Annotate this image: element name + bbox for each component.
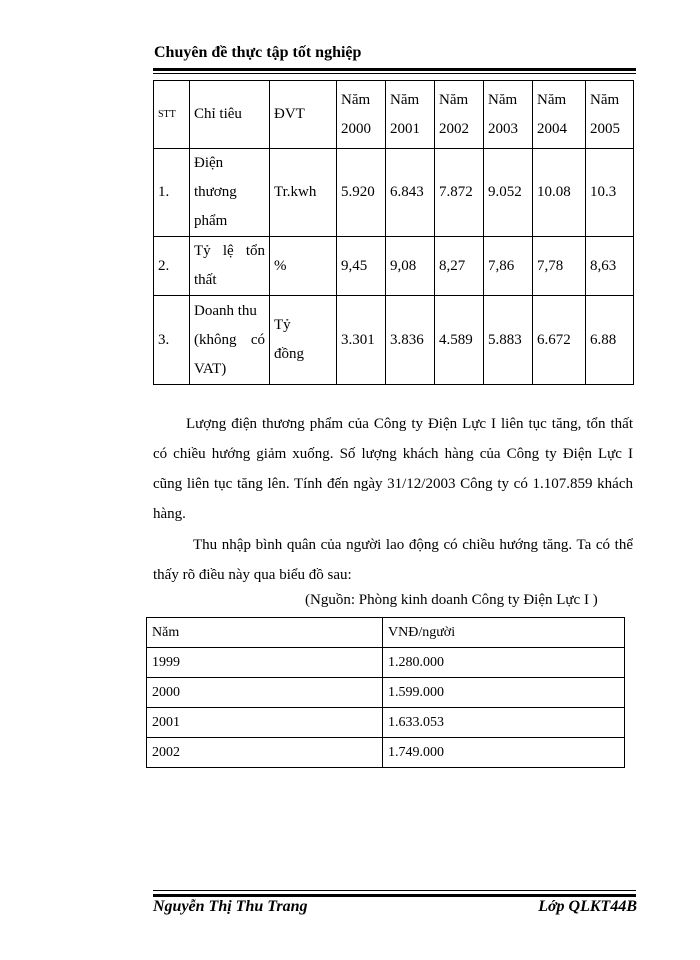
row-value: 10.3 bbox=[586, 149, 634, 237]
row-unit: % bbox=[270, 237, 337, 296]
paragraph-electricity: Lượng điện thương phẩm của Công ty Điện Lực I liên tục tăng, tổn thất có chiều hướng giảm xuống. Số lượng khách hàng của Công ty Điện Lực I cũng liên tục tăng lên. Tính đến ngày 31/12/2003 Công ty có 1.107.859 khách hàng. bbox=[153, 416, 633, 522]
table-row bbox=[147, 708, 625, 738]
table-row bbox=[147, 648, 625, 678]
footer-rule-thick bbox=[153, 894, 636, 897]
row-value: 3.836 bbox=[386, 296, 435, 385]
header-title: Chuyên đề thực tập tốt nghiệp bbox=[154, 44, 362, 61]
table-row bbox=[154, 296, 634, 385]
header-income: VNĐ/người bbox=[383, 618, 625, 648]
row-income: 1.749.000 bbox=[383, 738, 625, 768]
source-note: (Nguồn: Phòng kinh doanh Công ty Điện Lực I ) bbox=[305, 592, 598, 608]
table-row bbox=[147, 738, 625, 768]
row-value: 9,08 bbox=[386, 237, 435, 296]
row-value: 6.843 bbox=[386, 149, 435, 237]
row-unit: Tỷ đồng bbox=[270, 296, 337, 385]
row-stt: 2. bbox=[154, 237, 190, 296]
row-year: 2000 bbox=[147, 678, 383, 708]
row-indicator: Tỷ lệ tổn thất bbox=[190, 237, 270, 296]
row-income: 1.633.053 bbox=[383, 708, 625, 738]
footer-rule-thin bbox=[153, 890, 636, 891]
table-header-row bbox=[147, 618, 625, 648]
row-indicator: Điện thương phẩm bbox=[190, 149, 270, 237]
row-value: 9.052 bbox=[484, 149, 533, 237]
row-value: 5.920 bbox=[337, 149, 386, 237]
income-table bbox=[146, 617, 625, 768]
table-header-row bbox=[154, 81, 634, 149]
indicator-table bbox=[153, 80, 634, 385]
header-year: Năm 2005 bbox=[586, 81, 634, 149]
table-row bbox=[147, 678, 625, 708]
table-row bbox=[154, 237, 634, 296]
paragraph-income: Thu nhập bình quân của người lao động có chiều hướng tăng. Ta có thể thấy rõ điều này qua biểu đồ sau: bbox=[153, 537, 633, 583]
header-rule-thick bbox=[153, 68, 636, 71]
header-year: Năm 2000 bbox=[337, 81, 386, 149]
row-year: 2001 bbox=[147, 708, 383, 738]
row-value: 7,78 bbox=[533, 237, 586, 296]
row-value: 8,27 bbox=[435, 237, 484, 296]
footer-author: Nguyễn Thị Thu Trang bbox=[153, 898, 308, 915]
row-stt: 3. bbox=[154, 296, 190, 385]
header-indicator: Chỉ tiêu bbox=[190, 81, 270, 149]
footer-class: Lớp QLKT44B bbox=[538, 898, 637, 915]
row-year: 2002 bbox=[147, 738, 383, 768]
header-year: Năm 2002 bbox=[435, 81, 484, 149]
header-rule-thin bbox=[153, 73, 636, 74]
row-indicator: Doanh thu (không có VAT) bbox=[190, 296, 270, 385]
row-value: 4.589 bbox=[435, 296, 484, 385]
row-value: 8,63 bbox=[586, 237, 634, 296]
row-unit: Tr.kwh bbox=[270, 149, 337, 237]
row-value: 10.08 bbox=[533, 149, 586, 237]
row-year: 1999 bbox=[147, 648, 383, 678]
header-year: Năm 2003 bbox=[484, 81, 533, 149]
row-value: 9,45 bbox=[337, 237, 386, 296]
header-year: Năm 2004 bbox=[533, 81, 586, 149]
header-year: Năm bbox=[147, 618, 383, 648]
header-stt: STT bbox=[154, 81, 190, 149]
header-year: Năm 2001 bbox=[386, 81, 435, 149]
row-income: 1.280.000 bbox=[383, 648, 625, 678]
row-value: 7.872 bbox=[435, 149, 484, 237]
header-unit: ĐVT bbox=[270, 81, 337, 149]
row-value: 6.672 bbox=[533, 296, 586, 385]
row-income: 1.599.000 bbox=[383, 678, 625, 708]
row-value: 3.301 bbox=[337, 296, 386, 385]
table-row bbox=[154, 149, 634, 237]
row-value: 6.88 bbox=[586, 296, 634, 385]
row-value: 5.883 bbox=[484, 296, 533, 385]
row-value: 7,86 bbox=[484, 237, 533, 296]
row-stt: 1. bbox=[154, 149, 190, 237]
